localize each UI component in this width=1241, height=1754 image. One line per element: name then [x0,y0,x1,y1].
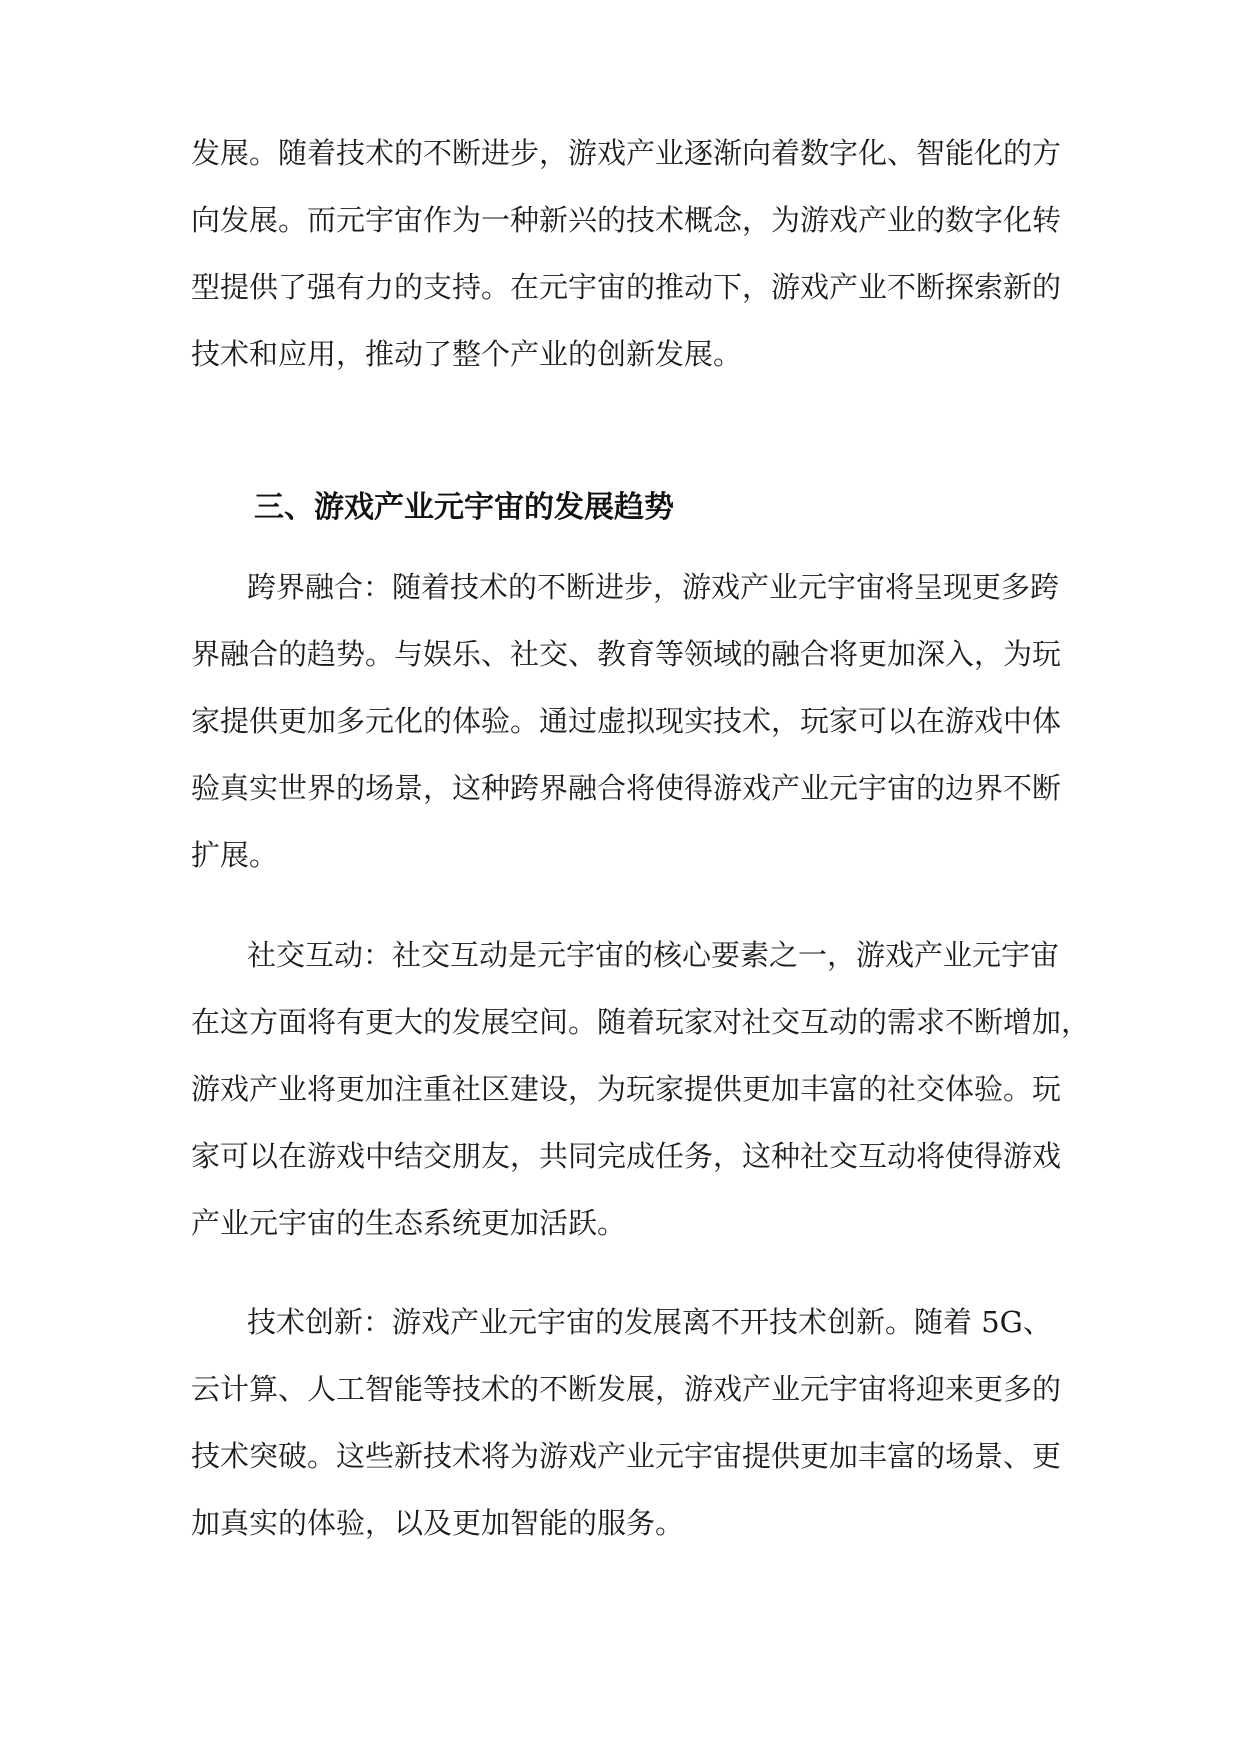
section-heading: 三、游戏产业元宇宙的发展趋势 [254,490,674,525]
intro-line-1: 发展。随着技术的不断进步，游戏产业逐渐向着数字化、智能化的方 [191,136,1062,170]
paragraph2-line-3: 游戏产业将更加注重社区建设，为玩家提供更加丰富的社交体验。玩 [191,1072,1062,1106]
paragraph1-line-5: 扩展。 [191,838,279,872]
paragraph1-line-4: 验真实世界的场景，这种跨界融合将使得游戏产业元宇宙的边界不断 [191,771,1062,805]
paragraph3-line-1: 技术创新：游戏产业元宇宙的发展离不开技术创新。随着 5G、 [247,1305,1052,1339]
paragraph1-line-2: 界融合的趋势。与娱乐、社交、教育等领域的融合将更加深入，为玩 [191,637,1062,671]
paragraph2-line-1: 社交互动：社交互动是元宇宙的核心要素之一，游戏产业元宇宙 [247,938,1060,972]
paragraph2-line-5: 产业元宇宙的生态系统更加活跃。 [191,1206,627,1240]
paragraph1-line-3: 家提供更加多元化的体验。通过虚拟现实技术，玩家可以在游戏中体 [191,704,1062,738]
paragraph3-line-2: 云计算、人工智能等技术的不断发展，游戏产业元宇宙将迎来更多的 [191,1372,1062,1406]
intro-line-2: 向发展。而元宇宙作为一种新兴的技术概念，为游戏产业的数字化转 [191,203,1062,237]
intro-line-3: 型提供了强有力的支持。在元宇宙的推动下，游戏产业不断探索新的 [191,270,1062,304]
paragraph1-line-1: 跨界融合：随着技术的不断进步，游戏产业元宇宙将呈现更多跨 [247,570,1060,604]
intro-line-4: 技术和应用，推动了整个产业的创新发展。 [191,337,743,371]
paragraph2-line-2: 在这方面将有更大的发展空间。随着玩家对社交互动的需求不断增加， [191,1005,1091,1039]
paragraph3-line-4: 加真实的体验，以及更加智能的服务。 [191,1506,685,1540]
paragraph3-line-3: 技术突破。这些新技术将为游戏产业元宇宙提供更加丰富的场景、更 [191,1439,1062,1473]
paragraph2-line-4: 家可以在游戏中结交朋友，共同完成任务，这种社交互动将使得游戏 [191,1139,1062,1173]
